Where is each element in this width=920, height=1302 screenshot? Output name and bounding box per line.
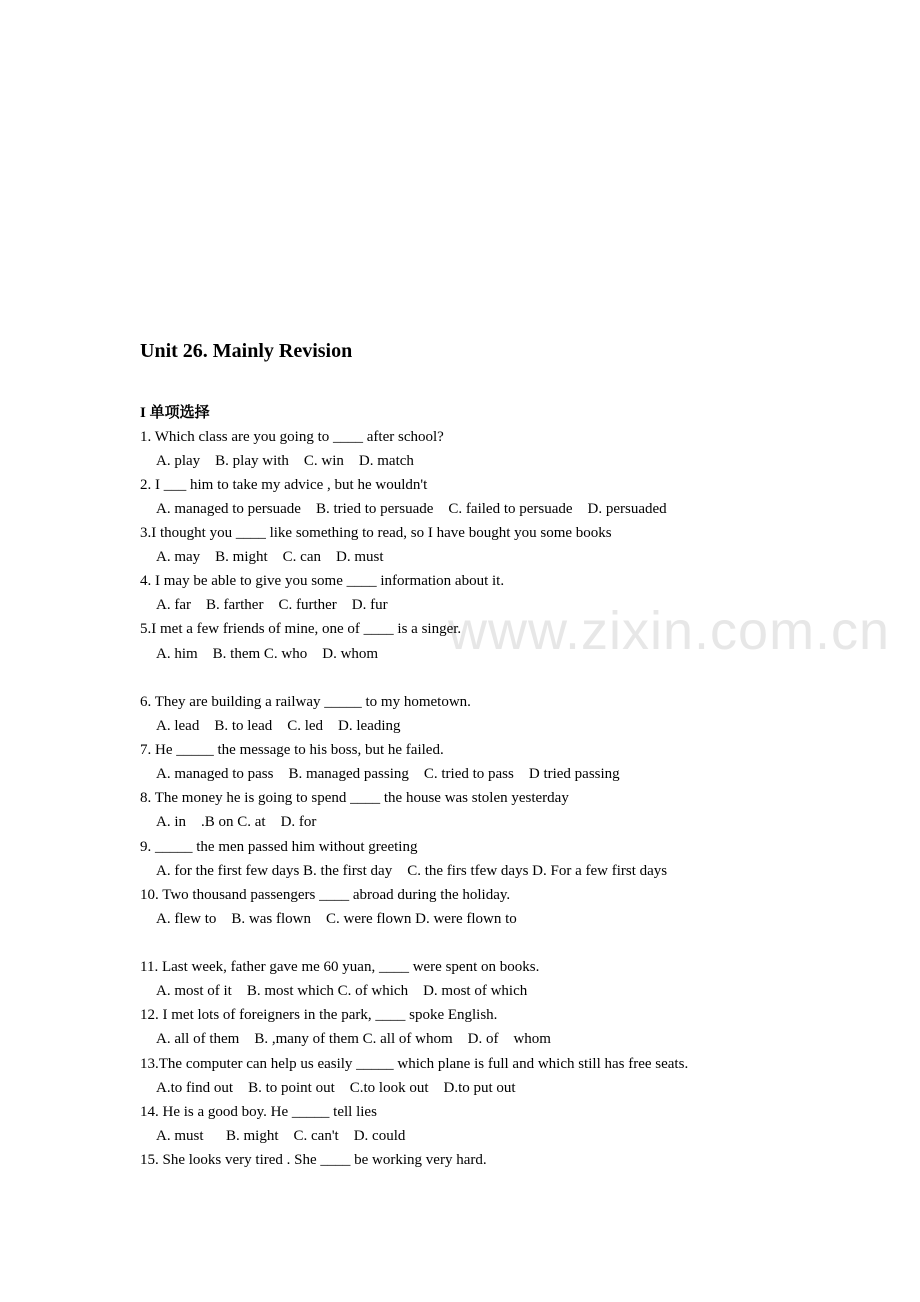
question-6: 6. They are building a railway _____ to my hometown. [140, 694, 471, 710]
options-4: A. far B. farther C. further D. fur [156, 597, 388, 613]
options-6: A. lead B. to lead C. led D. leading [156, 718, 401, 734]
section-heading: I 单项选择 [140, 405, 210, 421]
options-14: A. must B. might C. can't D. could [156, 1128, 406, 1144]
options-12: A. all of them B. ,many of them C. all of whom D. of whom [156, 1031, 551, 1047]
question-4: 4. I may be able to give you some ____ information about it. [140, 573, 505, 589]
options-1: A. play B. play with C. win D. match [156, 453, 414, 469]
options-3: A. may B. might C. can D. must [156, 549, 384, 565]
question-11: 11. Last week, father gave me 60 yuan, ____ were spent on books. [140, 959, 540, 975]
question-14: 14. He is a good boy. He _____ tell lies [140, 1104, 377, 1120]
page-title: Unit 26. Mainly Revision [140, 340, 353, 362]
options-11: A. most of it B. most which C. of which D. most of which [156, 983, 528, 999]
options-10: A. flew to B. was flown C. were flown D. were flown to [156, 911, 517, 927]
question-8: 8. The money he is going to spend ____ the house was stolen yesterday [140, 790, 569, 806]
question-13: 13.The computer can help us easily _____ which plane is full and which still has free seats. [140, 1056, 689, 1072]
options-5: A. him B. them C. who D. whom [156, 646, 379, 662]
options-13: A.to find out B. to point out C.to look out D.to put out [156, 1080, 516, 1096]
watermark: www.zixin.com.cn [448, 601, 891, 661]
question-5: 5.I met a few friends of mine, one of ____ is a singer. [140, 621, 462, 637]
question-10: 10. Two thousand passengers ____ abroad during the holiday. [140, 887, 511, 903]
options-2: A. managed to persuade B. tried to persuade C. failed to persuade D. persuaded [156, 501, 667, 517]
question-2: 2. I ___ him to take my advice , but he wouldn't [140, 477, 428, 493]
options-7: A. managed to pass B. managed passing C. tried to pass D tried passing [156, 766, 620, 782]
question-3: 3.I thought you ____ like something to read, so I have bought you some books [140, 525, 612, 541]
question-15: 15. She looks very tired . She ____ be working very hard. [140, 1152, 487, 1168]
question-1: 1. Which class are you going to ____ after school? [140, 429, 444, 445]
question-12: 12. I met lots of foreigners in the park, ____ spoke English. [140, 1007, 498, 1023]
question-9: 9. _____ the men passed him without greeting [140, 839, 418, 855]
options-9: A. for the first few days B. the first day C. the firs tfew days D. For a few first days [156, 863, 668, 879]
question-7: 7. He _____ the message to his boss, but he failed. [140, 742, 444, 758]
options-8: A. in .B on C. at D. for [156, 814, 317, 830]
